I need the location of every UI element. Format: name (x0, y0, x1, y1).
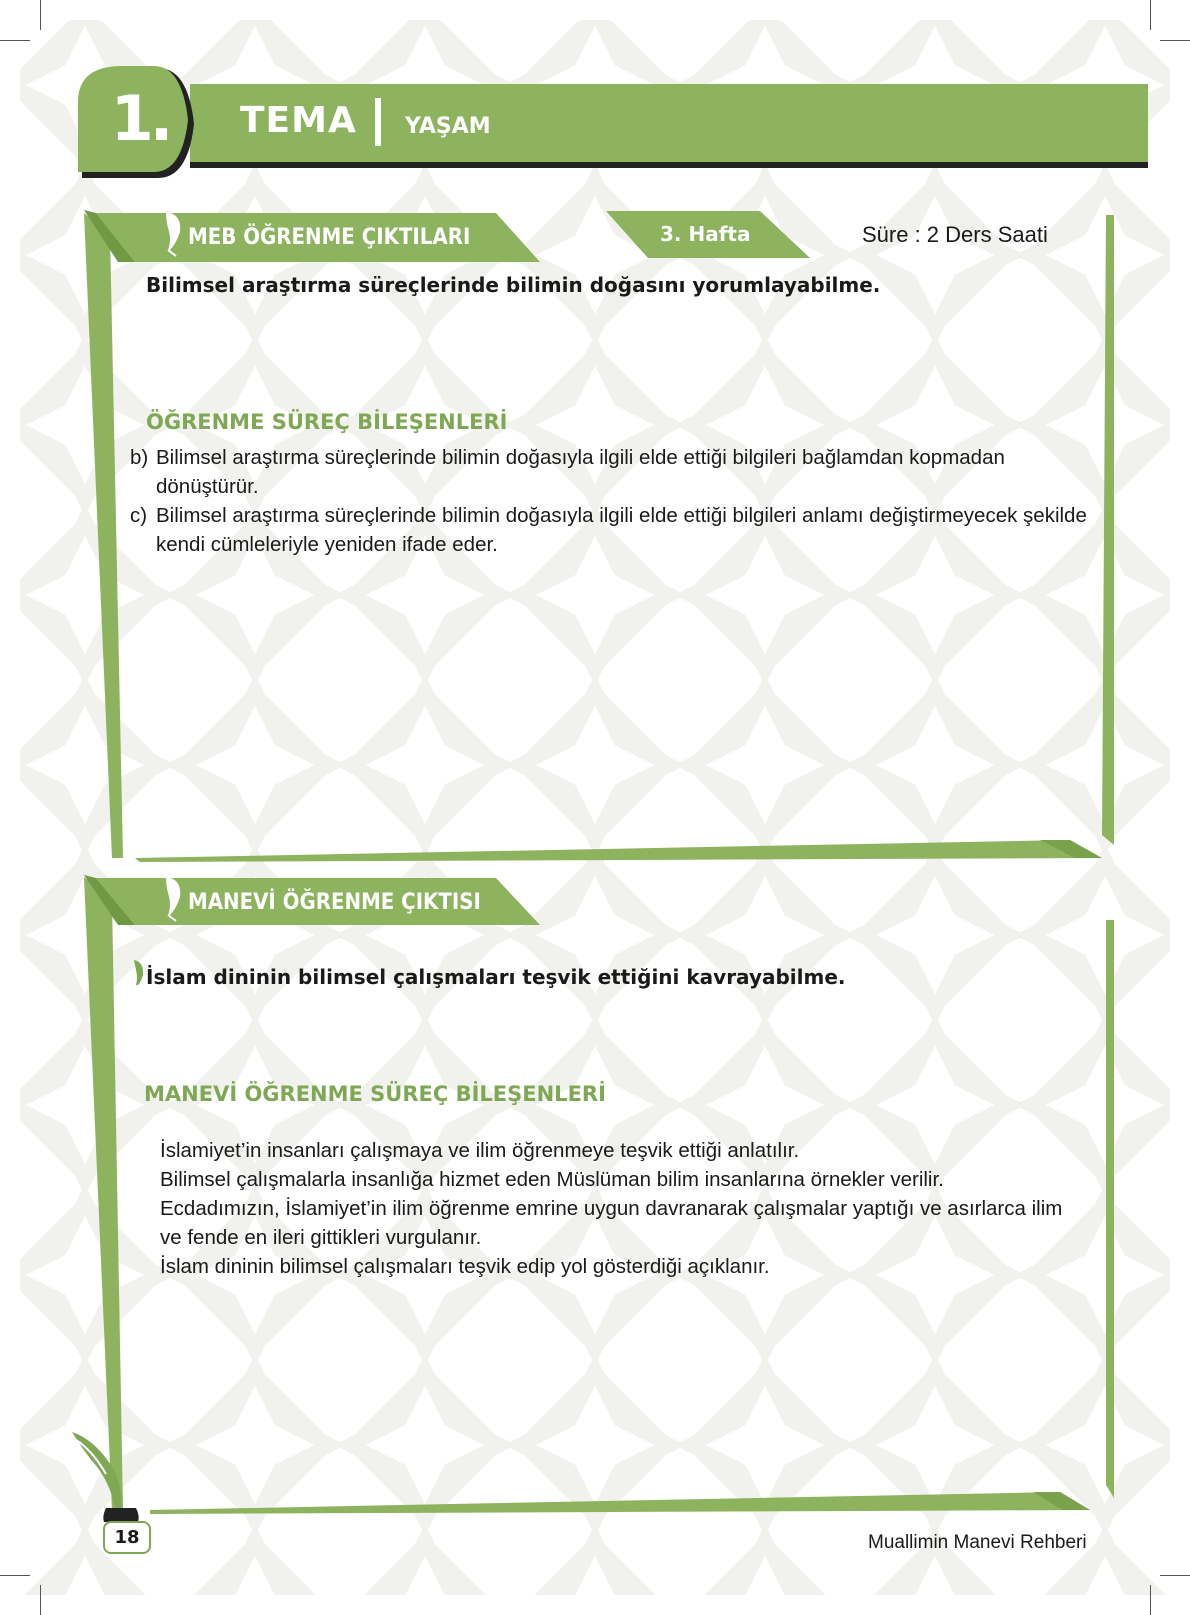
section2-outcome: İslam dininin bilimsel çalışmaları teşvik ettiğini kavrayabilme. (146, 965, 846, 989)
tema-label: TEMA (240, 100, 357, 141)
section2-components-title: MANEVİ ÖĞRENME SÜREÇ BİLEŞENLERİ (144, 1082, 606, 1106)
section1-right-border (1102, 215, 1114, 845)
theme-number: 1. (110, 82, 170, 155)
feather-icon (134, 960, 143, 985)
section2-right-border (1106, 920, 1114, 1498)
list-item-text: İslamiyet’in insanları çalışmaya ve ilim öğrenmeye teşvik ettiği anlatılır. (160, 1139, 800, 1162)
list-item (130, 1136, 1070, 1165)
page-number: 18 (103, 1521, 151, 1554)
duration-label: Süre : 2 Ders Saati (862, 222, 1048, 247)
list-item (130, 1252, 1070, 1281)
section1-components-list (130, 443, 1090, 559)
theme-name: YAŞAM (405, 114, 491, 139)
list-item-text: Bilimsel araştırma süreçlerinde bilimin doğasıyla ilgili elde ettiği bilgileri anlamı değiştirmeyecek şekilde kendi cümleleriyle yeniden ifade eder. (156, 504, 1087, 556)
section2-left-border (84, 877, 123, 1510)
week-label: 3. Hafta (660, 222, 751, 246)
book-title: Muallimin Manevi Rehberi (868, 1532, 1087, 1553)
section2-bottom-border (150, 1492, 1090, 1514)
section1-components-title: ÖĞRENME SÜREÇ BİLEŞENLERİ (146, 410, 508, 434)
list-item-text: İslam dininin bilimsel çalışmaları teşvik edip yol gösterdiği açıklanır. (160, 1255, 770, 1278)
quill-inkwell-icon (72, 1432, 139, 1522)
list-item (130, 443, 1090, 501)
section1-outcome: Bilimsel araştırma süreçlerinde bilimin doğasını yorumlayabilme. (146, 273, 881, 297)
section2-bullet-list (130, 1136, 1070, 1281)
list-item-text: Ecdadımızın, İslamiyet’in ilim öğrenme emrine uygun davranarak çalışmalar yaptığı ve asırlarca ilim ve fende en ileri gittikleri vurgulanır. (160, 1197, 1063, 1249)
list-item-label: b) (130, 446, 149, 469)
list-item (130, 1165, 1070, 1194)
section1-bottom-border (135, 840, 1102, 862)
section1-ribbon-label: MEB ÖĞRENME ÇIKTILARI (188, 225, 471, 250)
list-item-label: c) (130, 504, 148, 527)
list-item-text: Bilimsel araştırma süreçlerinde bilimin doğasıyla ilgili elde ettiği bilgileri bağlamdan kopmadan dönüştürür. (156, 446, 1005, 498)
list-item-text: Bilimsel çalışmalarla insanlığa hizmet eden Müslüman bilim insanlarına örnekler verilir. (160, 1168, 944, 1191)
section2-ribbon-label: MANEVİ ÖĞRENME ÇIKTISI (188, 890, 481, 915)
list-item (130, 1194, 1070, 1252)
section1-left-border (84, 213, 123, 858)
list-item (130, 501, 1090, 559)
